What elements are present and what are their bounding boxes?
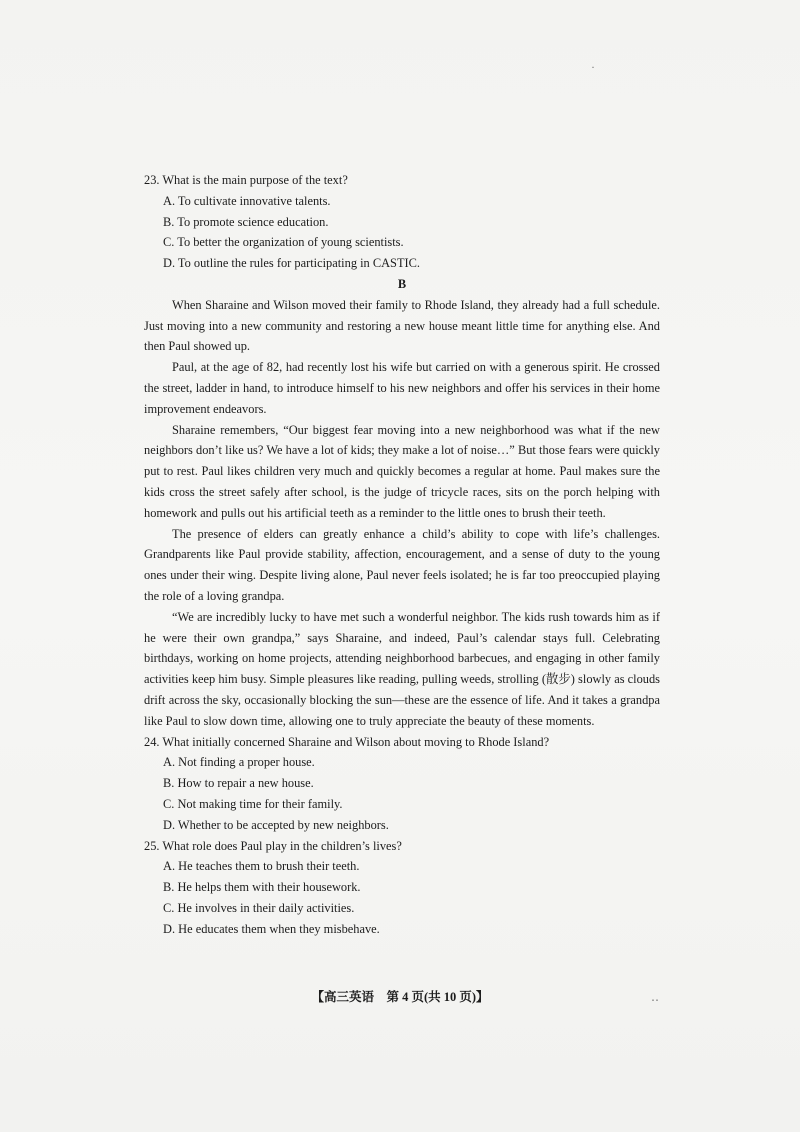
question-24-option-a: A. Not finding a proper house. [163, 755, 315, 770]
page-content [144, 170, 660, 939]
passage-paragraph-3: Sharaine remembers, “Our biggest fear moving into a new neighborhood was what if the new neighbors don’t like us? We have a lot of kids; they make a lot of noise…” But those fears were quickly put to rest. Paul likes children very much and quickly becomes a regular at home. Paul makes sure the kids cross the street safely after school, is the judge of tricycle races, sits on the porch helping with homework and pulls out his artificial teeth as a reminder to the little ones to brush their teeth. [144, 422, 660, 520]
question-24-option-d: D. Whether to be accepted by new neighbors. [163, 817, 389, 832]
question-24-option-b: B. How to repair a new house. [163, 776, 314, 791]
question-25-option-d: D. He educates them when they misbehave. [163, 921, 380, 936]
section-b-heading: B [397, 276, 407, 291]
question-25-option-c: C. He involves in their daily activities. [163, 900, 355, 915]
question-25-option-b: B. He helps them with their housework. [163, 880, 361, 895]
scan-speck: · [591, 60, 595, 74]
question-25-option-a: A. He teaches them to brush their teeth. [163, 859, 360, 874]
question-24-option-c: C. Not making time for their family. [163, 796, 343, 811]
passage-paragraph-2: Paul, at the age of 82, had recently lost his wife but carried on with a generous spirit. He crossed the street, ladder in hand, to introduce himself to his new neighbors and offer his services in their home improvement endeavors. [144, 360, 660, 416]
question-24-stem: 24. What initially concerned Sharaine and Wilson about moving to Rhode Island? [144, 734, 550, 749]
passage-paragraph-5: “We are incredibly lucky to have met such a wonderful neighbor. The kids rush towards him as if he were their own grandpa,” says Sharaine, and indeed, Paul’s calendar stays full. Celebrating birthdays, working on home projects, attending neighborhood barbecues, and engaging in other family activities keep him busy. Simple pleasures like reading, pulling weeds, strolling (散步) slowly as clouds drift across the sky, occasionally blocking the sun—these are the essence of life. And it takes a grandpa like Paul to slow down time, allowing one to truly appreciate the beauty of these moments. [144, 609, 660, 728]
page-footer: 【高三英语 第 4 页(共 10 页)】 [311, 990, 489, 1004]
question-23-option-d: D. To outline the rules for participating in CASTIC. [163, 256, 421, 271]
passage-paragraph-1: When Sharaine and Wilson moved their family to Rhode Island, they already had a full schedule. Just moving into a new community and restoring a new house meant little time for anything else. And then Paul showed up. [144, 297, 660, 354]
question-23-option-a: A. To cultivate innovative talents. [163, 193, 331, 208]
scan-speck: ‥ [651, 990, 660, 1004]
question-23-option-b: B. To promote science education. [163, 214, 329, 229]
passage-paragraph-4: The presence of elders can greatly enhance a child’s ability to cope with life’s challenges. Grandparents like Paul provide stability, affection, encouragement, and a sense of duty to the young ones under their wing. Despite living alone, Paul never feels isolated; he is far too preoccupied playing the role of a loving grandpa. [144, 526, 660, 603]
question-23-option-c: C. To better the organization of young scientists. [163, 235, 404, 250]
question-25-stem: 25. What role does Paul play in the children’s lives? [144, 838, 402, 853]
question-23-stem: 23. What is the main purpose of the text? [144, 173, 348, 187]
